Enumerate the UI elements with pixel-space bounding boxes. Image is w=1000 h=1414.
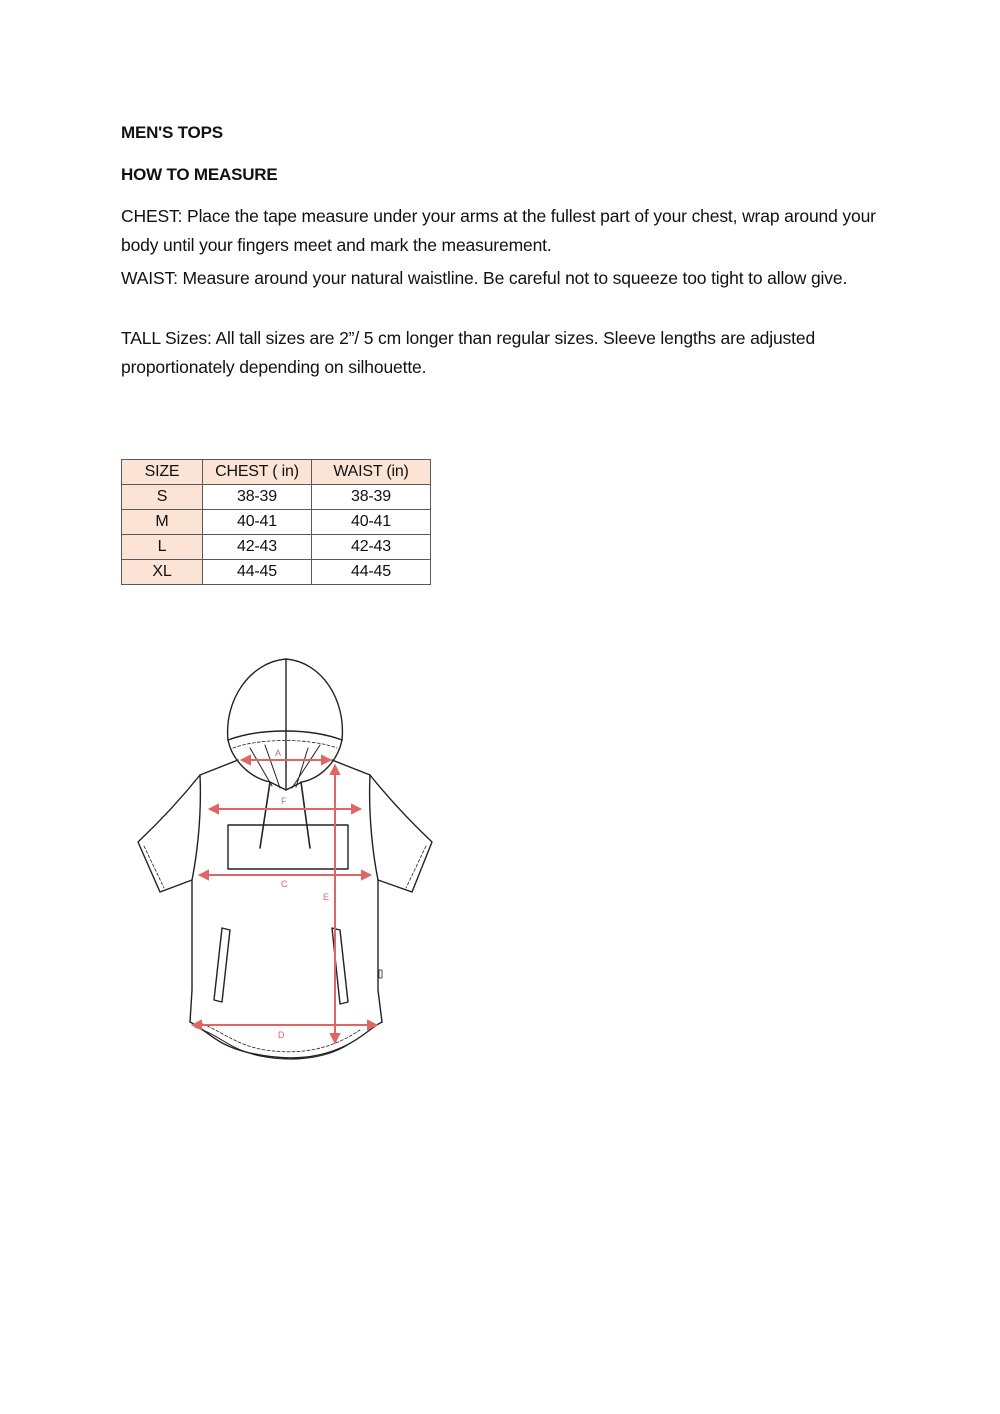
- hoodie-outline-icon: [138, 659, 432, 1059]
- document-title: MEN'S TOPS: [121, 123, 223, 142]
- table-row: [122, 510, 431, 535]
- label-e: E: [323, 892, 330, 902]
- size-cell: S: [122, 485, 203, 510]
- label-c: C: [281, 879, 288, 889]
- label-d: D: [278, 1030, 285, 1040]
- table-row: [122, 560, 431, 585]
- size-cell: M: [122, 510, 203, 535]
- waist-cell: 44-45: [312, 560, 431, 585]
- table-header-row: [122, 460, 431, 485]
- label-f: F: [281, 796, 287, 806]
- chest-instructions: CHEST: Place the tape measure under your arms at the fullest part of your chest, wrap around your body until your fingers meet and mark the measurement.: [121, 206, 876, 255]
- header-chest: CHEST ( in): [203, 460, 312, 485]
- waist-cell: 38-39: [312, 485, 431, 510]
- label-a: A: [275, 748, 282, 758]
- chest-cell: 40-41: [203, 510, 312, 535]
- chest-cell: 44-45: [203, 560, 312, 585]
- chest-cell: 38-39: [203, 485, 312, 510]
- size-chart-table: [121, 459, 431, 585]
- hoodie-measurement-diagram: [120, 630, 450, 1075]
- header-size: SIZE: [122, 460, 203, 485]
- table-row: [122, 485, 431, 510]
- tall-sizes-note: TALL Sizes: All tall sizes are 2”/ 5 cm longer than regular sizes. Sleeve lengths are adjusted proportionately depending on silhouette.: [121, 328, 816, 377]
- header-waist: WAIST (in): [312, 460, 431, 485]
- section-heading: HOW TO MEASURE: [121, 165, 278, 184]
- size-cell: XL: [122, 560, 203, 585]
- waist-cell: 42-43: [312, 535, 431, 560]
- waist-cell: 40-41: [312, 510, 431, 535]
- chest-cell: 42-43: [203, 535, 312, 560]
- waist-instructions: WAIST: Measure around your natural waistline. Be careful not to squeeze too tight to allow give.: [121, 268, 848, 288]
- size-cell: L: [122, 535, 203, 560]
- table-row: [122, 535, 431, 560]
